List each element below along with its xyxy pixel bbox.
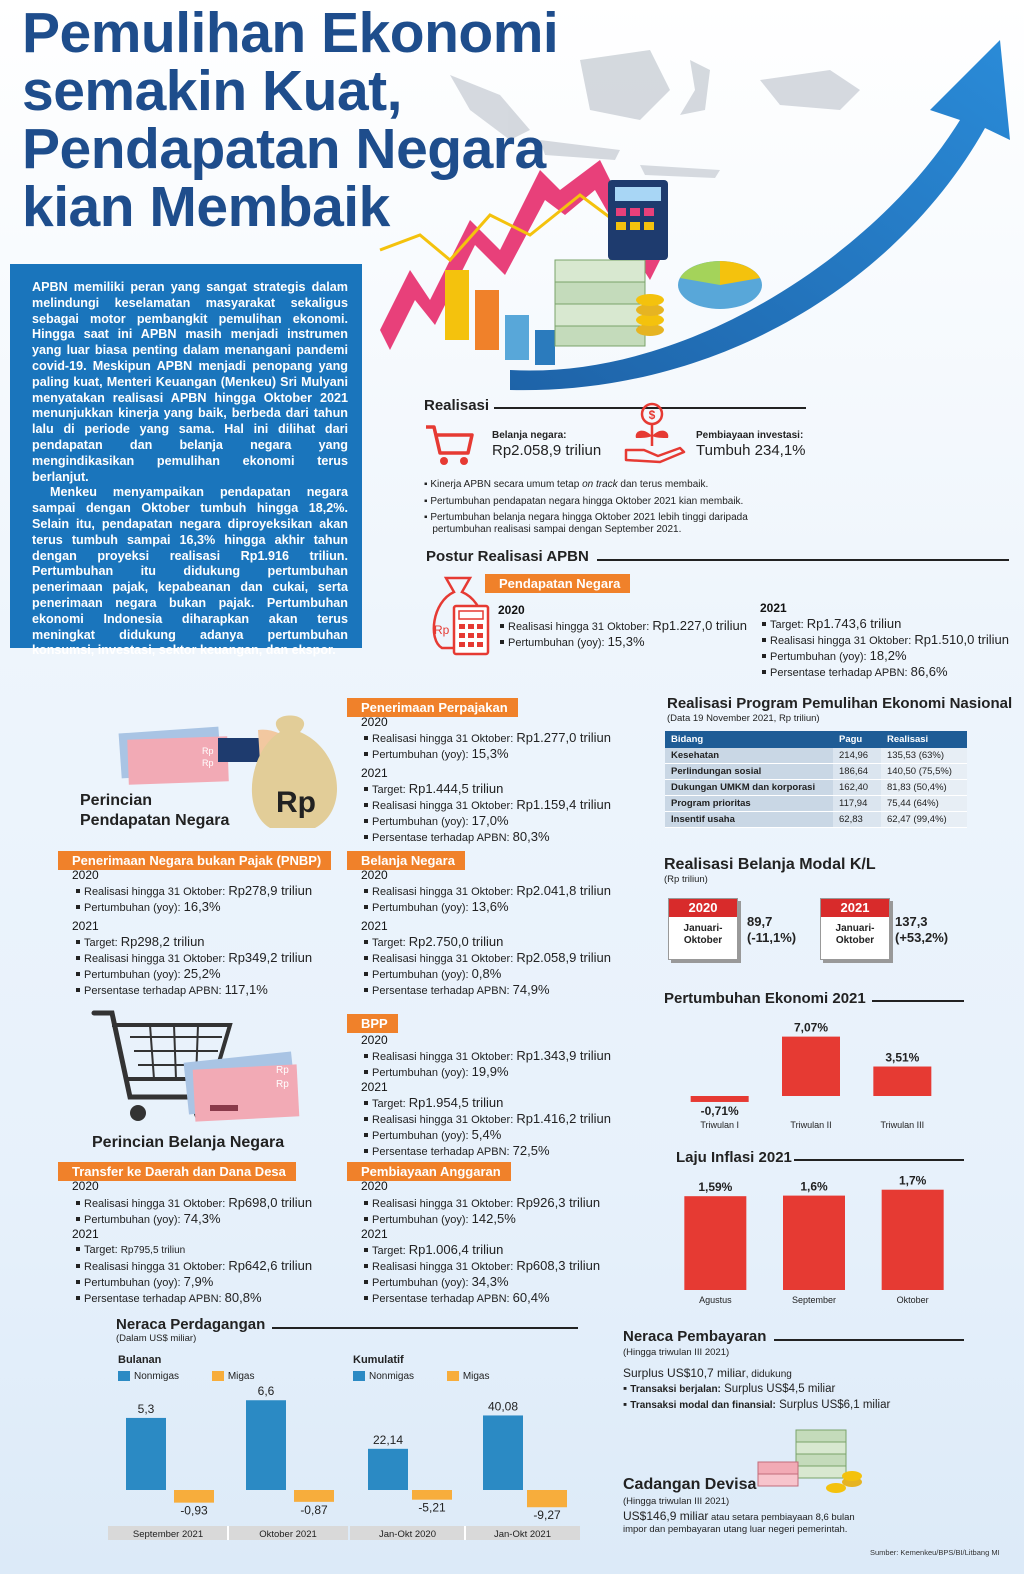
bar-migas <box>412 1490 452 1500</box>
category-label: September <box>791 1295 837 1305</box>
tkdd-2021-target: Target: Rp795,5 triliun <box>76 1242 185 1259</box>
pembiayaan-value: Tumbuh 234,1% <box>696 442 806 459</box>
pembiayaan-2021-year: 2021 <box>361 1227 388 1241</box>
intro-text-box <box>10 264 362 658</box>
neraca-bayar-period: (Hingga triwulan III 2021) <box>623 1347 730 1358</box>
table-row <box>665 796 967 812</box>
intro-paragraph-2: Menkeu menyampaikan pendapatan negara sampai dengan Oktober tumbuh hingga 18,2%. Selain itu, pendapatan negara diproyeksikan akan terus tumbuh sampai 16,3% hingga akhir tahun dengan proyeksi realisasi Rp1.916 triliun. Pertumbuhan itu didukung pertumbuhan penerimaan pajak, kepabeanan dan cukai, serta penerimaan negara bukan pajak. Pertumbuhan ekonomi Indonesia diharapkan akan terus meningkat didukung adanya pertumbuhan konsumsi, investasi, sektor keuangan, dan ekspor. <box>32 485 348 658</box>
neraca-bayar-surplus: Surplus US$10,7 miliar, didukung <box>623 1366 792 1380</box>
calendar-period: Januari-Oktober <box>835 923 875 946</box>
legend-nonmigas-swatch <box>118 1371 130 1381</box>
bpp-2021-persentase: Persentase terhadap APBN: 72,5% <box>364 1143 550 1160</box>
data-label: 1,59% <box>698 1180 733 1195</box>
divider <box>597 559 1009 561</box>
belanja-tag: Belanja Negara <box>347 851 465 870</box>
tkdd-2020-realisasi: Realisasi hingga 31 Oktober: Rp698,0 triliun <box>76 1195 312 1212</box>
pnbp-2020-realisasi: Realisasi hingga 31 Oktober: Rp278,9 triliun <box>76 883 312 900</box>
category-label: Triwulan III <box>880 1120 925 1130</box>
cell: Dukungan UMKM dan korporasi <box>665 780 833 796</box>
bar-nonmigas <box>483 1415 523 1490</box>
calendar-year: 2020 <box>669 899 737 917</box>
perpajakan-2021-persentase: Persentase terhadap APBN: 80,3% <box>364 829 550 846</box>
kumulatif-title: Kumulatif <box>353 1354 404 1366</box>
pen-subtitle: (Data 19 November 2021, Rp triliun) <box>667 713 820 724</box>
source-note: Sumber: Kemenkeu/BPS/BI/Litbang MI <box>870 1548 1000 1557</box>
cell: 81,83 (50,4%) <box>881 780 967 796</box>
cadangan-period: (Hingga triwulan III 2021) <box>623 1496 730 1507</box>
category-label: Triwulan I <box>700 1120 740 1130</box>
realisasi-bullet-1: ▪ Kinerja APBN secara umum tetap on track dan terus membaik. <box>424 479 709 490</box>
postur-2021-target: Target: Rp1.743,6 triliun <box>762 616 901 633</box>
shopping-cart-icon <box>424 423 476 469</box>
cell: 162,40 <box>833 780 881 796</box>
legend-migas-swatch <box>212 1371 224 1381</box>
cell: Program prioritas <box>665 796 833 812</box>
data-label: 7,07% <box>793 1020 829 1035</box>
data-label: -0,71% <box>700 1103 739 1118</box>
pembiayaan-2020-year: 2020 <box>361 1179 388 1193</box>
table-header-row <box>665 731 967 748</box>
cell: 62,47 (99,4%) <box>881 812 967 828</box>
cell: Perlindungan sosial <box>665 764 833 780</box>
table-row <box>665 812 967 828</box>
bar <box>873 1067 931 1096</box>
bpp-2021-target: Target: Rp1.954,5 triliun <box>364 1095 503 1112</box>
realisasi-bullet-2: ▪ Pertumbuhan pendapatan negara hingga Oktober 2021 kian membaik. <box>424 496 744 507</box>
page-title: Pemulihan Ekonomi semakin Kuat, Pendapatan Negara kian Membaik <box>22 1 559 239</box>
modal-unit: (Rp triliun) <box>664 874 708 885</box>
bar-migas <box>294 1490 334 1502</box>
calendar-period: Januari-Oktober <box>683 923 723 946</box>
realisasi-title: Realisasi <box>424 397 490 414</box>
cell: Kesehatan <box>665 748 833 764</box>
data-label: 1,7% <box>898 1173 927 1188</box>
belanja-2020-realisasi: Realisasi hingga 31 Oktober: Rp2.041,8 triliun <box>364 883 611 900</box>
cell: 186,64 <box>833 764 881 780</box>
shopping-cart-money-icon <box>90 1005 310 1133</box>
pembiayaan-2021-persentase: Persentase terhadap APBN: 60,4% <box>364 1290 550 1307</box>
perpajakan-2020-year: 2020 <box>361 715 388 729</box>
category-label: Agustus <box>699 1295 732 1305</box>
divider <box>774 1339 964 1341</box>
svg-text:$: $ <box>648 408 656 422</box>
cadangan-title: Cadangan Devisa <box>623 1476 757 1493</box>
cadangan-value: US$146,9 miliar atau setara pembiayaan 8,6 bulan <box>623 1509 855 1523</box>
bar <box>684 1196 746 1290</box>
col-header: Bidang <box>665 731 833 748</box>
belanja-label: Belanja negara: <box>492 430 567 441</box>
pnbp-tag: Penerimaan Negara bukan Pajak (PNBP) <box>58 851 331 870</box>
perpajakan-2021-year: 2021 <box>361 766 388 780</box>
category-label: Triwulan II <box>790 1120 832 1130</box>
pen-table <box>665 731 967 828</box>
tkdd-2021-year: 2021 <box>72 1227 99 1241</box>
belanja-2020-year: 2020 <box>361 868 388 882</box>
svg-text:Rp: Rp <box>434 623 450 637</box>
data-label: -0,93 <box>180 1503 208 1518</box>
perpajakan-2020-realisasi: Realisasi hingga 31 Oktober: Rp1.277,0 triliun <box>364 730 611 747</box>
divider <box>272 1327 578 1329</box>
belanja-2021-target: Target: Rp2.750,0 triliun <box>364 934 503 951</box>
divider <box>872 1000 964 1002</box>
bpp-2020-realisasi: Realisasi hingga 31 Oktober: Rp1.343,9 triliun <box>364 1048 611 1065</box>
belanja-2020-pertumbuhan: Pertumbuhan (yoy): 13,6% <box>364 899 509 916</box>
postur-2021-realisasi: Realisasi hingga 31 Oktober: Rp1.510,0 triliun <box>762 632 1009 649</box>
legend-migas-swatch <box>447 1371 459 1381</box>
data-label: 1,6% <box>800 1179 828 1194</box>
pembiayaan-label: Pembiayaan investasi: <box>696 430 804 441</box>
money-stack-icon <box>756 1420 866 1500</box>
svg-text:Rp: Rp <box>202 746 214 756</box>
bar <box>691 1096 749 1102</box>
pembiayaan-2021-target: Target: Rp1.006,4 triliun <box>364 1242 503 1259</box>
calendar-year: 2021 <box>821 899 889 917</box>
category-label: September 2021 <box>132 1529 204 1540</box>
postur-2020-year: 2020 <box>498 603 525 617</box>
belanja-2021-year: 2021 <box>361 919 388 933</box>
postur-2020-realisasi: Realisasi hingga 31 Oktober: Rp1.227,0 triliun <box>500 618 747 635</box>
perpajakan-2021-pertumbuhan: Pertumbuhan (yoy): 17,0% <box>364 813 509 830</box>
cell: 214,96 <box>833 748 881 764</box>
modal-2021-value: 137,3 (+53,2%) <box>895 914 949 945</box>
pembiayaan-2020-pertumbuhan: Pertumbuhan (yoy): 142,5% <box>364 1211 516 1228</box>
belanja-2021-pertumbuhan: Pertumbuhan (yoy): 0,8% <box>364 966 501 983</box>
tkdd-2021-realisasi: Realisasi hingga 31 Oktober: Rp642,6 triliun <box>76 1258 312 1275</box>
bpp-2020-year: 2020 <box>361 1033 388 1047</box>
cell: 135,53 (63%) <box>881 748 967 764</box>
tkdd-tag: Transfer ke Daerah dan Dana Desa <box>58 1162 296 1181</box>
realisasi-bullet-3: ▪ Pertumbuhan belanja negara hingga Oktober 2021 lebih tinggi daripada pertumbuhan realisasi sampai dengan September 2021. <box>424 512 748 535</box>
data-label: -9,27 <box>533 1508 561 1523</box>
table-row <box>665 748 967 764</box>
neraca-bayar-b2: ▪ Transaksi modal dan finansial: Surplus US$6,1 miliar <box>623 1399 891 1411</box>
pendapatan-negara-tag: Pendapatan Negara <box>485 574 630 593</box>
bulanan-title: Bulanan <box>118 1354 162 1366</box>
perincian-belanja-title: Perincian Belanja Negara <box>92 1134 285 1151</box>
inflasi-title: Laju Inflasi 2021 <box>676 1149 792 1166</box>
bar-nonmigas <box>126 1418 166 1490</box>
category-label: Oktober <box>896 1295 929 1305</box>
svg-text:Rp: Rp <box>276 786 316 819</box>
cell: 75,44 (64%) <box>881 796 967 812</box>
bar <box>782 1037 840 1096</box>
category-label: Oktober 2021 <box>259 1529 317 1540</box>
data-label: 6,6 <box>257 1384 275 1399</box>
pen-title: Realisasi Program Pemulihan Ekonomi Nasional <box>667 695 1013 712</box>
modal-2020-value: 89,7 (-11,1%) <box>747 914 797 945</box>
bpp-2020-pertumbuhan: Pertumbuhan (yoy): 19,9% <box>364 1064 509 1081</box>
postur-2021-persentase: Persentase terhadap APBN: 86,6% <box>762 664 948 681</box>
category-label: Jan-Okt 2021 <box>493 1529 552 1540</box>
cell: 117,94 <box>833 796 881 812</box>
tkdd-2020-pertumbuhan: Pertumbuhan (yoy): 74,3% <box>76 1211 221 1228</box>
cadangan-line2: impor dan pembayaran utang luar negeri pemerintah. <box>623 1524 848 1535</box>
pembiayaan-anggaran-tag: Pembiayaan Anggaran <box>347 1162 511 1181</box>
category-label: Jan-Okt 2020 <box>378 1529 437 1540</box>
kumulatif-chart <box>350 1384 580 1540</box>
pembiayaan-2020-realisasi: Realisasi hingga 31 Oktober: Rp926,3 triliun <box>364 1195 600 1212</box>
col-header: Pagu <box>833 731 881 748</box>
perpajakan-2021-realisasi: Realisasi hingga 31 Oktober: Rp1.159,4 triliun <box>364 797 611 814</box>
cell: Insentif usaha <box>665 812 833 828</box>
data-label: 40,08 <box>487 1399 519 1414</box>
ekonomi-chart <box>664 1012 964 1142</box>
pnbp-2021-realisasi: Realisasi hingga 31 Oktober: Rp349,2 triliun <box>76 950 312 967</box>
bar <box>783 1196 845 1290</box>
data-label: -0,87 <box>300 1502 328 1517</box>
cell: 140,50 (75,5%) <box>881 764 967 780</box>
svg-text:Rp: Rp <box>202 758 214 768</box>
pnbp-2020-year: 2020 <box>72 868 99 882</box>
calendar-2020-icon <box>668 898 738 960</box>
bulanan-legend: Nonmigas Migas <box>118 1371 255 1382</box>
svg-text:Rp: Rp <box>276 1065 289 1076</box>
bar-nonmigas <box>246 1400 286 1490</box>
pembiayaan-2021-pertumbuhan: Pertumbuhan (yoy): 34,3% <box>364 1274 509 1291</box>
perpajakan-2020-pertumbuhan: Pertumbuhan (yoy): 15,3% <box>364 746 509 763</box>
perpajakan-tag: Penerimaan Perpajakan <box>347 698 518 717</box>
divider <box>794 1159 964 1161</box>
bpp-2021-year: 2021 <box>361 1080 388 1094</box>
belanja-2021-realisasi: Realisasi hingga 31 Oktober: Rp2.058,9 triliun <box>364 950 611 967</box>
data-label: -5,21 <box>418 1500 446 1515</box>
neraca-dagang-unit: (Dalam US$ miliar) <box>116 1333 197 1344</box>
cell: 62,83 <box>833 812 881 828</box>
kumulatif-legend: Nonmigas Migas <box>353 1371 490 1382</box>
neraca-bayar-b1: ▪ Transaksi berjalan: Surplus US$4,5 miliar <box>623 1383 836 1395</box>
postur-2020-pertumbuhan: Pertumbuhan (yoy): 15,3% <box>500 634 645 651</box>
table-row <box>665 780 967 796</box>
tkdd-2021-persentase: Persentase terhadap APBN: 80,8% <box>76 1290 262 1307</box>
calendar-2021-icon <box>820 898 890 960</box>
tkdd-2020-year: 2020 <box>72 1179 99 1193</box>
intro-paragraph-1: APBN memiliki peran yang sangat strategis dalam melindungi keselamatan masyarakat sekaligus sebagai motor pembangkit pemulihan ekonomi. Hingga saat ini APBN masih menjadi instrumen yang luar biasa penting dalam menangani pandemi covid-19. Meskipun APBN menjadi penopang yang paling kuat, Menteri Keuangan (Menkeu) Sri Mulyani menyatakan realisasi APBN hingga Oktober 2021 menunjukkan kinerja yang baik, berbeda dari tahun lalu di periode yang sama. Hal ini dilihat dari pendapatan dan belanja negara yang mengindikasikan pemulihan ekonomi terus berlanjut. <box>32 280 348 484</box>
tkdd-2021-pertumbuhan: Pertumbuhan (yoy): 7,9% <box>76 1274 213 1291</box>
modal-title: Realisasi Belanja Modal K/L <box>664 856 876 873</box>
neraca-bayar-title: Neraca Pembayaran <box>623 1328 767 1345</box>
pembiayaan-2021-realisasi: Realisasi hingga 31 Oktober: Rp608,3 triliun <box>364 1258 600 1275</box>
pnbp-2020-pertumbuhan: Pertumbuhan (yoy): 16,3% <box>76 899 221 916</box>
bpp-2021-realisasi: Realisasi hingga 31 Oktober: Rp1.416,2 triliun <box>364 1111 611 1128</box>
bulanan-chart <box>108 1384 348 1540</box>
data-label: 22,14 <box>372 1432 404 1447</box>
ekonomi-title: Pertumbuhan Ekonomi 2021 <box>664 990 866 1007</box>
postur-title: Postur Realisasi APBN <box>426 548 589 565</box>
bar <box>882 1190 944 1290</box>
bpp-2021-pertumbuhan: Pertumbuhan (yoy): 5,4% <box>364 1127 501 1144</box>
data-label: 5,3 <box>137 1401 155 1416</box>
table-row <box>665 764 967 780</box>
col-header: Realisasi <box>881 731 967 748</box>
bar-nonmigas <box>368 1449 408 1490</box>
neraca-dagang-title: Neraca Perdagangan <box>116 1316 266 1333</box>
svg-text:Rp: Rp <box>276 1079 289 1090</box>
belanja-2021-persentase: Persentase terhadap APBN: 74,9% <box>364 982 550 999</box>
postur-2021-pertumbuhan: Pertumbuhan (yoy): 18,2% <box>762 648 907 665</box>
bar-migas <box>527 1490 567 1507</box>
pnbp-2021-year: 2021 <box>72 919 99 933</box>
bpp-tag: BPP <box>347 1014 398 1033</box>
data-label: 3,51% <box>885 1050 920 1065</box>
bar-migas <box>174 1490 214 1503</box>
perincian-pendapatan-title: Perincian Pendapatan Negara <box>80 792 230 829</box>
pnbp-2021-target: Target: Rp298,2 triliun <box>76 934 205 951</box>
money-plant-hand-icon <box>624 402 688 464</box>
perpajakan-2021-target: Target: Rp1.444,5 triliun <box>364 781 503 798</box>
pnbp-2021-pertumbuhan: Pertumbuhan (yoy): 25,2% <box>76 966 221 983</box>
pnbp-2021-persentase: Persentase terhadap APBN: 117,1% <box>76 982 268 999</box>
postur-2021-year: 2021 <box>760 601 787 615</box>
legend-nonmigas-swatch <box>353 1371 365 1381</box>
inflasi-chart <box>664 1170 964 1310</box>
belanja-value: Rp2.058,9 triliun <box>492 442 602 459</box>
